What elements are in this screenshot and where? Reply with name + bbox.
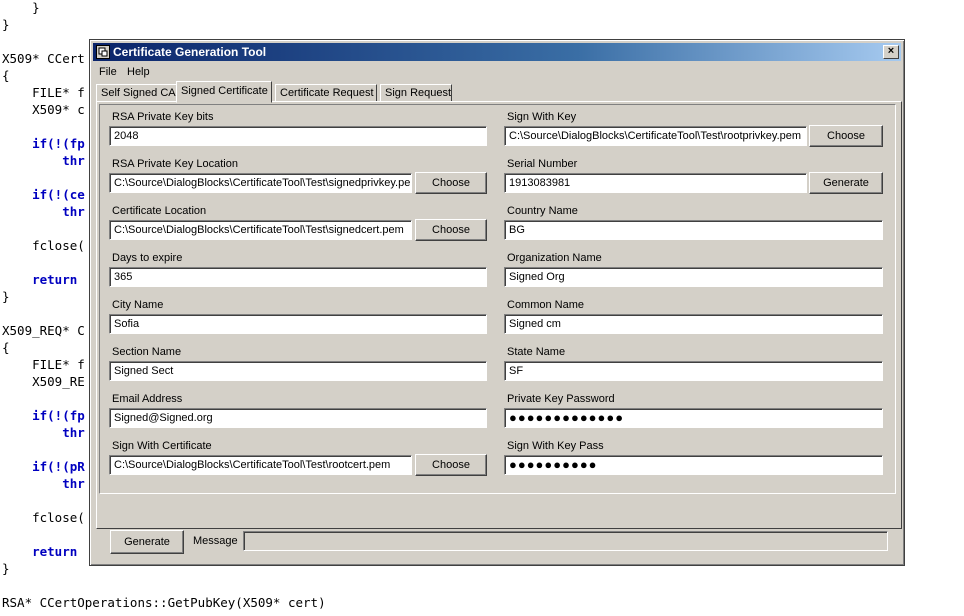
- state-field[interactable]: SF: [504, 361, 883, 381]
- certificate-tool-window: [89, 39, 905, 566]
- city-label: City Name: [112, 299, 164, 311]
- sign-cert-label: Sign With Certificate: [112, 440, 212, 452]
- org-label: Organization Name: [507, 252, 602, 264]
- section-field[interactable]: Signed Sect: [109, 361, 487, 381]
- code-line: fclose(: [2, 510, 85, 525]
- cert-location-choose-button[interactable]: Choose: [415, 219, 487, 241]
- state-label: State Name: [507, 346, 566, 358]
- code-line: thr: [2, 425, 85, 440]
- rsa-bits-field[interactable]: 2048: [109, 126, 487, 146]
- days-label: Days to expire: [112, 252, 183, 264]
- sign-cert-field[interactable]: C:\Source\DialogBlocks\CertificateTool\Test\rootcert.pem: [109, 455, 412, 475]
- org-field[interactable]: Signed Org: [504, 267, 883, 287]
- menu-bar: [93, 63, 901, 81]
- code-line: X509_RE: [2, 374, 85, 389]
- code-line: X509* c: [2, 102, 85, 117]
- common-name-field[interactable]: Signed cm: [504, 314, 883, 334]
- serial-generate-button[interactable]: Generate: [809, 172, 883, 194]
- close-icon[interactable]: ×: [883, 45, 899, 59]
- code-line: }: [2, 17, 10, 32]
- rsa-location-field[interactable]: C:\Source\DialogBlocks\CertificateTool\Test\signedprivkey.pe: [109, 173, 412, 193]
- sign-key-label: Sign With Key: [507, 111, 577, 123]
- tab-self-signed-ca[interactable]: Self Signed CA: [96, 84, 177, 102]
- code-line: if(!(pR: [2, 459, 85, 474]
- pk-password-field[interactable]: ●●●●●●●●●●●●●: [504, 408, 883, 428]
- email-field[interactable]: Signed@Signed.org: [109, 408, 487, 428]
- code-line: if(!(fp: [2, 408, 85, 423]
- tab-sign-request[interactable]: Sign Request: [380, 84, 452, 102]
- code-line: }: [2, 0, 40, 15]
- message-label: Message: [193, 535, 238, 547]
- code-line: }: [2, 561, 10, 576]
- code-line: thr: [2, 153, 85, 168]
- form-group: [99, 104, 896, 494]
- code-line: return: [2, 272, 78, 287]
- days-field[interactable]: 365: [109, 267, 487, 287]
- tab-signed-certificate[interactable]: Signed Certificate: [176, 81, 272, 103]
- code-line: thr: [2, 204, 85, 219]
- city-field[interactable]: Sofia: [109, 314, 487, 334]
- code-line: X509_REQ* C: [2, 323, 85, 338]
- code-line: RSA* CCertOperations::GetPubKey(X509* cert): [2, 595, 326, 610]
- code-line: FILE* f: [2, 85, 85, 100]
- sign-cert-choose-button[interactable]: Choose: [415, 454, 487, 476]
- menu-file[interactable]: File: [99, 66, 117, 78]
- code-line: }: [2, 289, 10, 304]
- generate-button[interactable]: Generate: [110, 530, 184, 554]
- cert-location-label: Certificate Location: [112, 205, 207, 217]
- code-line: X509* CCert: [2, 51, 85, 66]
- code-line: {: [2, 340, 10, 355]
- tab-certificate-request[interactable]: Certificate Request: [275, 84, 377, 102]
- rsa-location-label: RSA Private Key Location: [112, 158, 238, 170]
- code-line: if(!(ce: [2, 187, 85, 202]
- section-label: Section Name: [112, 346, 182, 358]
- signed-certificate-panel: [96, 101, 902, 529]
- email-label: Email Address: [112, 393, 183, 405]
- code-line: FILE* f: [2, 357, 85, 372]
- rsa-bits-label: RSA Private Key bits: [112, 111, 214, 123]
- code-line: if(!(fp: [2, 136, 85, 151]
- common-name-label: Common Name: [507, 299, 585, 311]
- country-label: Country Name: [507, 205, 578, 217]
- sign-key-pass-field[interactable]: ●●●●●●●●●●: [504, 455, 883, 475]
- sign-key-choose-button[interactable]: Choose: [809, 125, 883, 147]
- window-title: Certificate Generation Tool: [113, 45, 267, 59]
- cert-location-field[interactable]: C:\Source\DialogBlocks\CertificateTool\Test\signedcert.pem: [109, 220, 412, 240]
- message-field: [243, 531, 888, 551]
- code-line: return: [2, 544, 78, 559]
- serial-label: Serial Number: [507, 158, 578, 170]
- sign-key-field[interactable]: C:\Source\DialogBlocks\CertificateTool\Test\rootprivkey.pem: [504, 126, 807, 146]
- sign-key-pass-label: Sign With Key Pass: [507, 440, 604, 452]
- code-line: fclose(: [2, 238, 85, 253]
- rsa-location-choose-button[interactable]: Choose: [415, 172, 487, 194]
- certificate-app-icon: [96, 45, 110, 59]
- title-bar[interactable]: [93, 43, 901, 61]
- pk-password-label: Private Key Password: [507, 393, 615, 405]
- menu-help[interactable]: Help: [127, 66, 150, 78]
- country-field[interactable]: BG: [504, 220, 883, 240]
- code-line: {: [2, 68, 10, 83]
- serial-field[interactable]: 1913083981: [504, 173, 807, 193]
- code-line: thr: [2, 476, 85, 491]
